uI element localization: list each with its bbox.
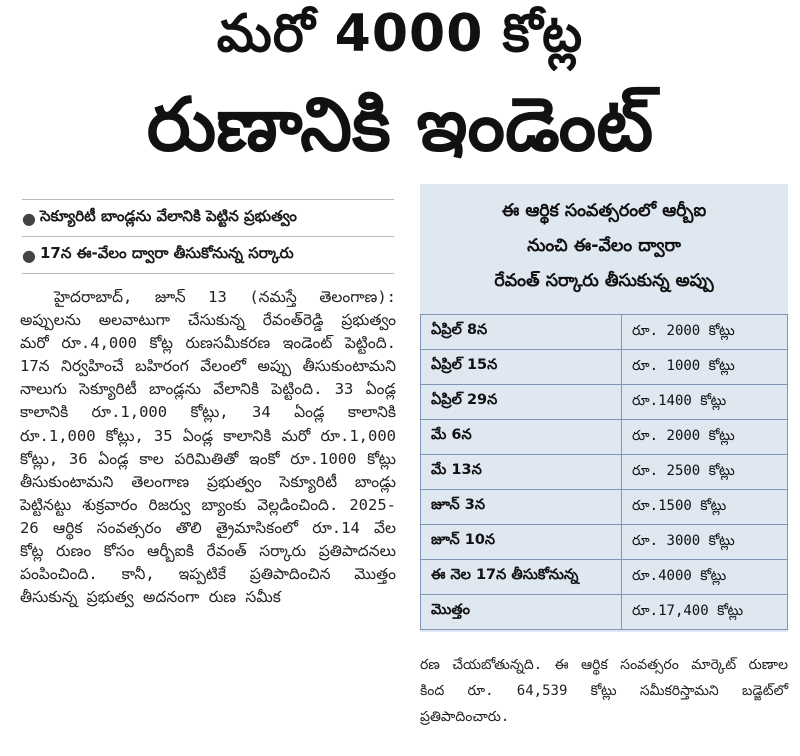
loan-date: ఏప్రిల్ 15న — [421, 350, 622, 385]
infobox-title-line: ఈ ఆర్థిక సంవత్సరంలో ఆర్బీఐ — [501, 201, 707, 221]
loan-date: మే 6న — [421, 420, 622, 455]
bullet-item — [22, 240, 394, 270]
bullet-text: 17న ఈ-వేలం ద్వారా తీసుకోనున్న సర్కారు — [40, 244, 294, 262]
table-row — [421, 525, 788, 560]
headline-line2: రుణానికి ఇండెంట్ — [146, 82, 654, 168]
bullet-dot-icon: ● — [22, 208, 36, 228]
loan-table — [420, 314, 788, 630]
loan-infobox — [420, 184, 788, 632]
headline-line1: మరో 4000 కోట్ల — [216, 4, 584, 64]
table-row — [421, 315, 788, 350]
bullet-text: సెక్యూరిటీ బాండ్లను వేలానికి పెట్టిన ప్రభుత్వం — [40, 207, 297, 225]
divider — [22, 199, 394, 200]
article-paragraph: హైదరాబాద్, జూన్ 13 (నమస్తే తెలంగాణ): అప్పులను అలవాటుగా చేసుకున్న రేవంత్‌రెడ్డి ప్రభుత్వం మరో రూ.4,000 కోట్ల రుణసమీకరణ ఇండెంట్ పెట్టింది. 17న నిర్వహించే బహిరంగ వేలంలో అప్పు తీసుకుంటామని నాలుగు సెక్యూరిటీ బాండ్లను వేలానికి పెట్టింది. 33 ఏండ్ల కాలానికి రూ.1,000 కోట్లు, 34 ఏండ్ల కాలానికి రూ.1,000 కోట్లు, 35 ఏండ్ల కాలానికి మరో రూ.1,000 కోట్లు, 36 ఏండ్ల కాల పరిమితితో ఇంకో రూ.1000 కోట్లు తీసుకుంటామని తెలంగాణ ప్రభుత్వం సెక్యూరిటీ బాండ్లు పెట్టినట్టు శుక్రవారం రిజర్వు బ్యాంకు వెల్లడించింది. 2025-26 ఆర్థిక సంవత్సరం తొలి త్రైమాసికంలో రూ.14 వేల కోట్ల రుణం కోసం ఆర్బీఐకి రేవంత్ సర్కారు ప్రతిపాదనలు పంపించింది. కానీ, ఇప్పటికే ప్రతిపాదించిన మొత్తం తీసుకున్న ప్రభుత్వ అదనంగా రుణ సమీక — [20, 288, 396, 607]
table-row — [421, 385, 788, 420]
table-row — [421, 420, 788, 455]
table-row — [421, 350, 788, 385]
total-amount: రూ.17,400 కోట్లు — [622, 595, 788, 630]
infobox-title-line: నుంచి ఈ-వేలం ద్వారా — [527, 236, 681, 256]
loan-date: ఈ నెల 17న తీసుకోనున్న — [421, 560, 622, 595]
loan-date: ఏప్రిల్ 8న — [421, 315, 622, 350]
loan-amount: రూ.1500 కోట్లు — [622, 490, 788, 525]
divider — [22, 236, 394, 237]
divider — [22, 273, 394, 274]
bullet-dot-icon: ● — [22, 245, 36, 265]
total-label: మొత్తం — [421, 595, 622, 630]
loan-date: మే 13న — [421, 455, 622, 490]
table-row — [421, 560, 788, 595]
loan-amount: రూ.1400 కోట్లు — [622, 385, 788, 420]
article-body-left — [20, 286, 396, 609]
loan-amount: రూ. 2500 కోట్లు — [622, 455, 788, 490]
loan-date: జూన్ 3న — [421, 490, 622, 525]
table-row — [421, 490, 788, 525]
loan-amount: రూ. 3000 కోట్లు — [622, 525, 788, 560]
loan-date: ఏప్రిల్ 29న — [421, 385, 622, 420]
article-body-right: రణ చేయబోతున్నది. ఈ ఆర్థిక సంవత్సరం మార్కెట్ రుణాల కింద రూ. 64,539 కోట్లు సమీకరిస్తామని బడ్జెట్‌లో ప్రతిపాదించారు. — [420, 657, 788, 725]
table-row — [421, 455, 788, 490]
infobox-title-line: రేవంత్ సర్కారు తీసుకున్న అప్పు — [494, 271, 714, 291]
loan-amount: రూ. 1000 కోట్లు — [622, 350, 788, 385]
subheadline-bullets — [22, 196, 394, 277]
infobox-title — [420, 194, 788, 299]
table-total-row — [421, 595, 788, 630]
loan-amount: రూ. 2000 కోట్లు — [622, 420, 788, 455]
loan-date: జూన్ 10న — [421, 525, 622, 560]
loan-amount: రూ. 2000 కోట్లు — [622, 315, 788, 350]
bullet-item — [22, 203, 394, 233]
loan-amount: రూ.4000 కోట్లు — [622, 560, 788, 595]
